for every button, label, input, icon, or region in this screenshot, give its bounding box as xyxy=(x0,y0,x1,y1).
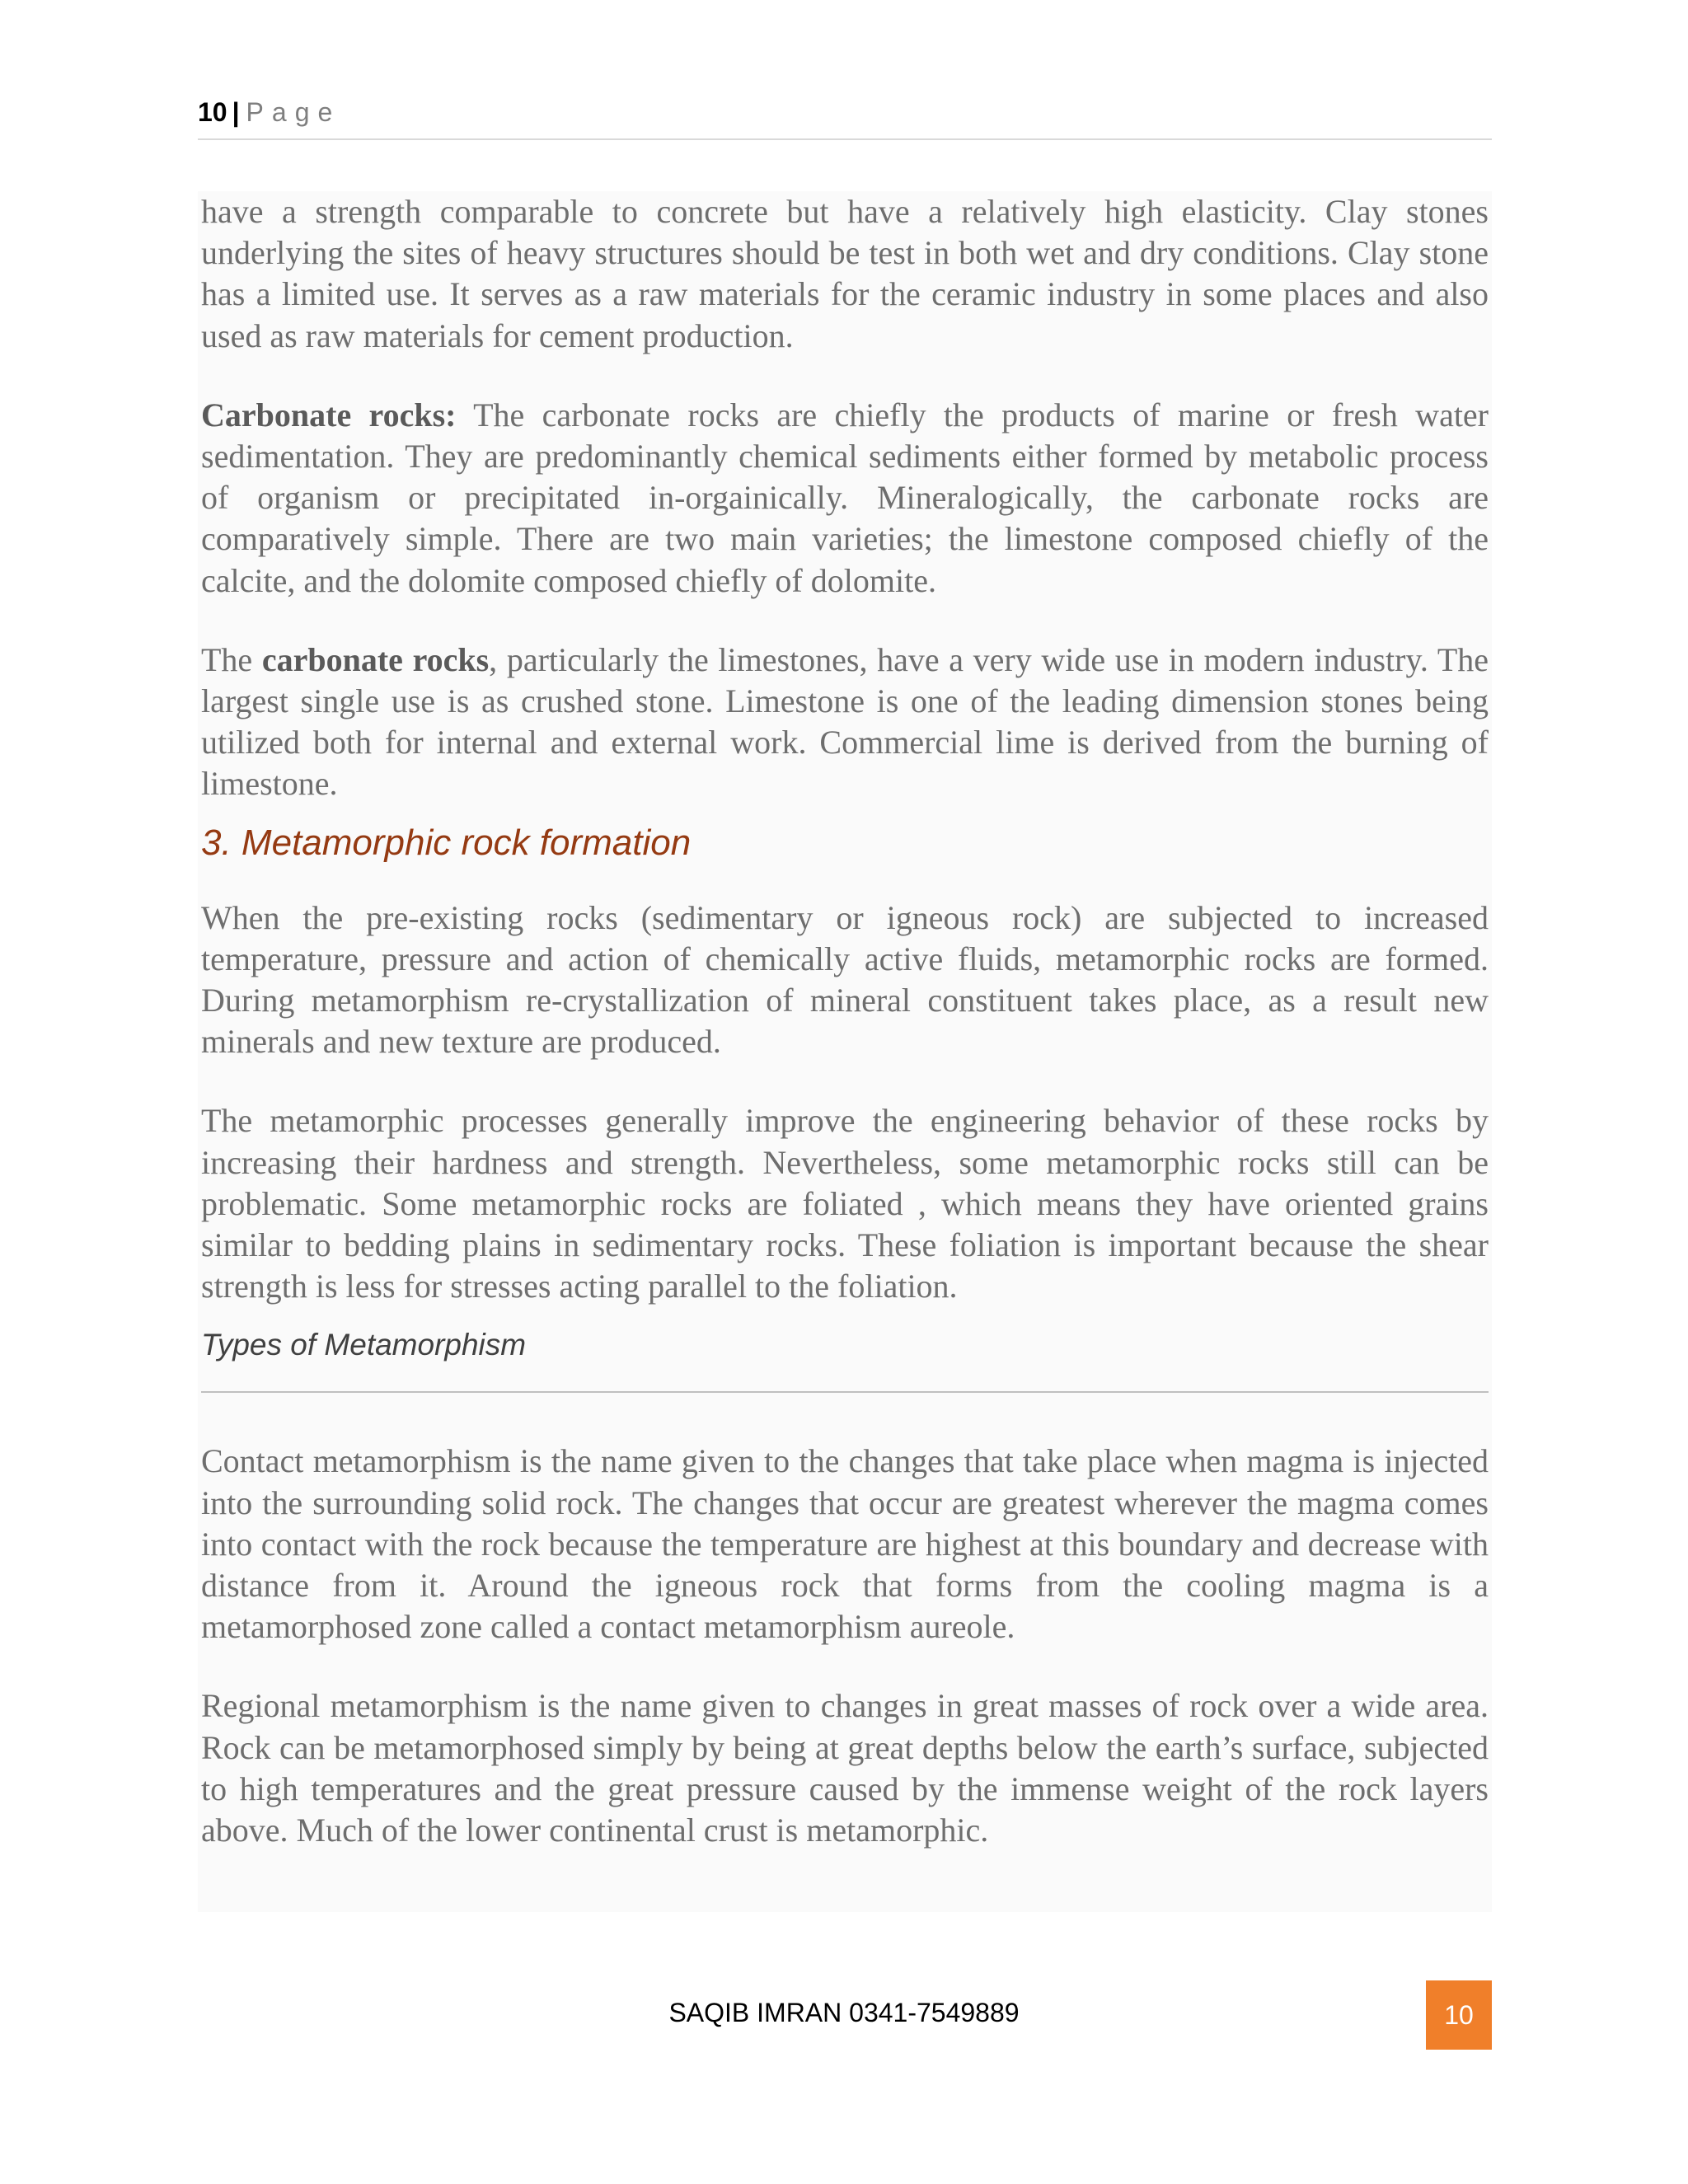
header-separator: | xyxy=(232,97,240,127)
paragraph-carbonate-rocks xyxy=(201,395,1489,602)
horizontal-divider xyxy=(201,1391,1489,1393)
paragraph-metamorphic-formation: When the pre-existing rocks (sedimentary or igneous rock) are subjected to increased temperature, pressure and action of chemically active fluids, metamorphic rocks are formed. During metamorphism re-crystallization of mineral constituent takes place, as a result new minerals and new texture are produced. xyxy=(201,898,1489,1061)
page-body xyxy=(198,191,1492,1912)
paragraph-regional-metamorphism: Regional metamorphism is the name given to changes in great masses of rock over a wide area. Rock can be metamorphosed simply by being at great depths below the earth’s surface, subjected to high temperatures and the great pressure caused by the immense weight of the rock layers above. Much of the lower continental crust is metamorphic. xyxy=(201,1687,1489,1849)
subsection-heading: Types of Metamorphism xyxy=(201,1328,527,1362)
paragraph-carbonate-uses xyxy=(201,640,1489,805)
footer-page-badge: 10 xyxy=(1426,1980,1492,2050)
header-page-number: 10 xyxy=(198,97,227,127)
carbonate-uses-bold: carbonate rocks xyxy=(261,640,490,678)
section-heading: 3. Metamorphic rock formation xyxy=(201,822,692,863)
carbonate-uses-start: The xyxy=(201,640,262,678)
paragraph-contact-metamorphism: Contact metamorphism is the name given to the changes that take place when magma is injected into the surrounding solid rock. The changes that occur are greatest wherever the magma comes into contact with the rock because the temperature are highest at this boundary and decrease with distance from it. Around the igneous rock that forms from the cooling magma is a metamorphosed zone called a contact metamorphism aureole. xyxy=(201,1442,1489,1646)
page-header xyxy=(198,97,1492,140)
paragraph-metamorphic-processes: The metamorphic processes generally improve the engineering behavior of these rocks by increasing their hardness and strength. Nevertheless, some metamorphic rocks still can be problematic. Some metamorphic rocks are foliated , which means they have oriented grains similar to bedding plains in sedimentary rocks. These foliation is important because the shear strength is less for stresses acting parallel to the foliation. xyxy=(201,1102,1489,1305)
paragraph-clay-stone: have a strength comparable to concrete but have a relatively high elasticity. Clay stones underlying the sites of heavy structures should be test in both wet and dry conditions. Clay stone has a limited use. It serves as a raw materials for the ceramic industry in some places and also used as raw materials for cement production. xyxy=(201,193,1489,354)
carbonate-uses-text: , particularly the limestones, have a very wide use in modern industry. The largest single use is as crushed stone. Limestone is one of the leading dimension stones being utilized both for internal and external work. Commercial lime is derived from the burning of limestone. xyxy=(201,640,1489,803)
header-page-word: Page xyxy=(246,97,341,127)
carbonate-rocks-lead: Carbonate rocks: xyxy=(201,396,457,434)
footer-author: SAQIB IMRAN 0341-7549889 xyxy=(668,1998,1020,2027)
carbonate-rocks-text: The carbonate rocks are chiefly the products of marine or fresh water sedimentation. They are predominantly chemical sediments either formed by metabolic process of organism or precipitated in-orgainically. Mineralogically, the carbonate rocks are comparatively simple. There are two main varieties; the limestone composed chiefly of the calcite, and the dolomite composed chiefly of dolomite. xyxy=(201,396,1489,599)
